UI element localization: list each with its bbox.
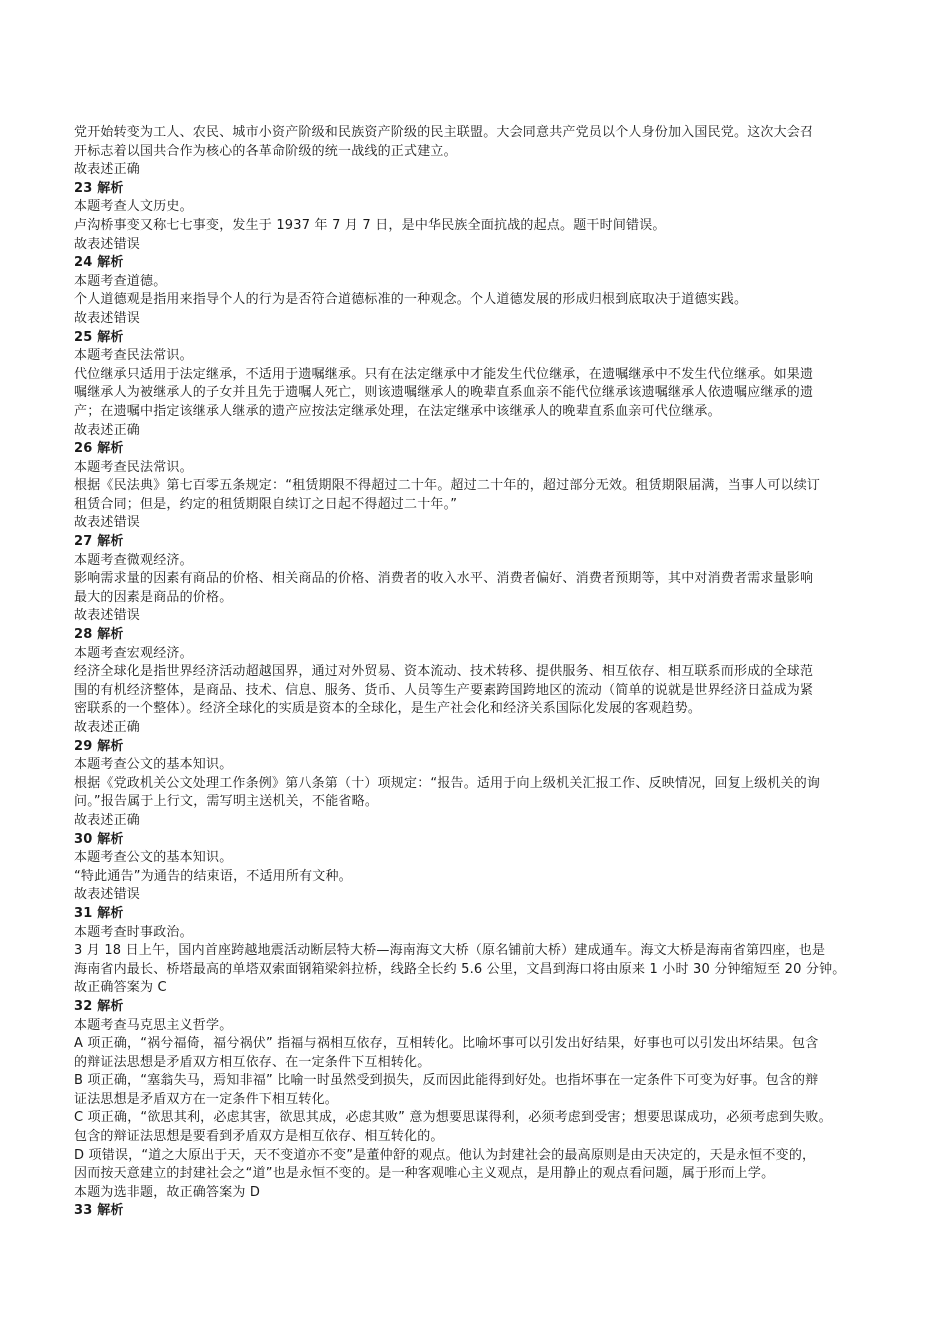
text-line: C 项正确，“欲思其利，必虑其害，欲思其成，必虑其败” 意为想要思谋得利，必须考虑到受害；想要思谋成功，必须考虑到失败。 xyxy=(74,1110,832,1126)
section-heading: 26 解析 xyxy=(74,441,124,457)
section-heading: 33 解析 xyxy=(74,1203,124,1219)
text-line: 的辩证法思想是矛盾双方相互依存、在一定条件下互相转化。 xyxy=(74,1054,431,1070)
text-line: 本题考查公文的基本知识。 xyxy=(74,850,233,866)
text-line: 本题考查微观经济。 xyxy=(74,552,193,568)
section-heading: 25 解析 xyxy=(74,329,124,345)
text-line: 故表述正确 xyxy=(74,720,141,735)
text-line: 故表述错误 xyxy=(74,236,141,252)
text-line: 包含的辩证法思想是要看到矛盾双方是相互依存、相互转化的。 xyxy=(74,1129,444,1145)
text-line: 故表述正确 xyxy=(74,812,141,828)
text-line: 本题考查时事政治。 xyxy=(74,924,193,940)
section-heading: 32 解析 xyxy=(74,998,124,1014)
text-line: 3 月 18 日上午，国内首座跨越地震活动断层特大桥—海南海文大桥（原名铺前大桥）建成通车。海文大桥是海南省第四座，也是 xyxy=(74,943,826,959)
text-line: 影响需求量的因素有商品的价格、相关商品的价格、消费者的收入水平、消费者偏好、消费者预期等，其中对消费者需求量影响 xyxy=(74,571,814,587)
text-line: 党开始转变为工人、农民、城市小资产阶级和民族资产阶级的民主联盟。大会同意共产党员以个人身份加入国民党。这次大会召 xyxy=(74,125,814,140)
text-line: 密联系的一个整体）。经济全球化的实质是资本的全球化，是生产社会化和经济关系国际化发展的客观趋势。 xyxy=(74,701,702,717)
document-page xyxy=(74,124,880,1221)
text-line: 故表述错误 xyxy=(74,887,141,903)
text-line: 故表述错误 xyxy=(74,608,141,624)
text-line: 本题考查道德。 xyxy=(74,273,167,289)
section-heading: 27 解析 xyxy=(74,534,124,550)
text-line: 证法思想是矛盾双方在一定条件下相互转化。 xyxy=(74,1091,339,1107)
text-line: 故表述错误 xyxy=(74,515,141,531)
text-line: “特此通告”为通告的结束语，不适用所有文种。 xyxy=(74,868,352,884)
text-line: 嘱继承人为被继承人的子女并且先于遗嘱人死亡，则该遗嘱继承人的晚辈直系血亲不能代位继承该遗嘱继承人依遗嘱应继承的遗 xyxy=(74,385,814,401)
text-line: 本题考查马克思主义哲学。 xyxy=(74,1017,233,1033)
text-line: 问。”报告属于上行文，需写明主送机关，不能省略。 xyxy=(74,794,379,810)
text-line: 最大的因素是商品的价格。 xyxy=(74,589,233,605)
text-line: 本题考查民法常识。 xyxy=(74,459,193,475)
text-line: 根据《民法典》第七百零五条规定：“租赁期限不得超过二十年。超过二十年的，超过部分无效。租赁期限届满，当事人可以续订 xyxy=(74,478,821,494)
text-line: 本题考查公文的基本知识。 xyxy=(74,757,233,773)
text-line: B 项正确，“塞翁失马，焉知非福” 比喻一时虽然受到损失，反而因此能得到好处。也指坏事在一定条件下可变为好事。包含的辩 xyxy=(74,1073,819,1089)
text-line: 本题考查宏观经济。 xyxy=(74,645,193,661)
text-line: 个人道德观是指用来指导个人的行为是否符合道德标准的一种观念。个人道德发展的形成归根到底取决于道德实践。 xyxy=(74,292,748,308)
text-line: 代位继承只适用于法定继承，不适用于遗嘱继承。只有在法定继承中才能发生代位继承，在遗嘱继承中不发生代位继承。如果遗 xyxy=(74,366,814,382)
text-line: 本题考查民法常识。 xyxy=(74,348,193,364)
text-line: 故表述正确 xyxy=(74,422,141,438)
text-line: 故正确答案为 C xyxy=(74,980,167,996)
text-line: 故表述正确 xyxy=(74,162,141,178)
text-line: 经济全球化是指世界经济活动超越国界，通过对外贸易、资本流动、技术转移、提供服务、相互依存、相互联系而形成的全球范 xyxy=(74,664,814,680)
section-heading: 29 解析 xyxy=(74,738,124,754)
text-line: 本题考查人文历史。 xyxy=(74,199,193,215)
text-line: 本题为选非题，故正确答案为 D xyxy=(74,1184,261,1200)
text-line: 开标志着以国共合作为核心的各革命阶级的统一战线的正式建立。 xyxy=(74,143,457,159)
text-line: 根据《党政机关公文处理工作条例》第八条第（十）项规定：“报告。适用于向上级机关汇报工作、反映情况，回复上级机关的询 xyxy=(74,775,821,791)
text-line: 产；在遗嘱中指定该继承人继承的遗产应按法定继承处理，在法定继承中该继承人的晚辈直系血亲可代位继承。 xyxy=(74,403,721,419)
text-line: 围的有机经济整体，是商品、技术、信息、服务、货币、人员等生产要素跨国跨地区的流动（简单的说就是世界经济日益成为紧 xyxy=(74,682,814,698)
section-heading: 23 解析 xyxy=(74,180,124,196)
section-heading: 31 解析 xyxy=(74,905,124,921)
text-line: A 项正确，“祸兮福倚，福兮祸伏” 指福与祸相互依存，互相转化。比喻坏事可以引发出好结果，好事也可以引发出坏结果。包含 xyxy=(74,1036,819,1052)
text-line: 卢沟桥事变又称七七事变，发生于 1937 年 7 月 7 日，是中华民族全面抗战的起点。题干时间错误。 xyxy=(74,217,666,233)
text-line: 租赁合同；但是，约定的租赁期限自续订之日起不得超过二十年。” xyxy=(74,496,458,512)
text-line: 故表述错误 xyxy=(74,310,141,326)
section-heading: 30 解析 xyxy=(74,831,124,847)
text-line: D 项错误，“道之大原出于天，天不变道亦不变”是董仲舒的观点。他认为封建社会的最高原则是由天决定的，天是永恒不变的， xyxy=(74,1147,816,1163)
section-heading: 24 解析 xyxy=(74,255,124,271)
section-heading: 28 解析 xyxy=(74,627,124,643)
text-line: 海南省内最长、桥塔最高的单塔双索面钢箱梁斜拉桥，线路全长约 5.6 公里，文昌到海口将由原来 1 小时 30 分钟缩短至 20 分钟。 xyxy=(74,961,846,977)
text-line: 因而按天意建立的封建社会之“道”也是永恒不变的。是一种客观唯心主义观点，是用静止的观点看问题，属于形而上学。 xyxy=(74,1166,775,1182)
